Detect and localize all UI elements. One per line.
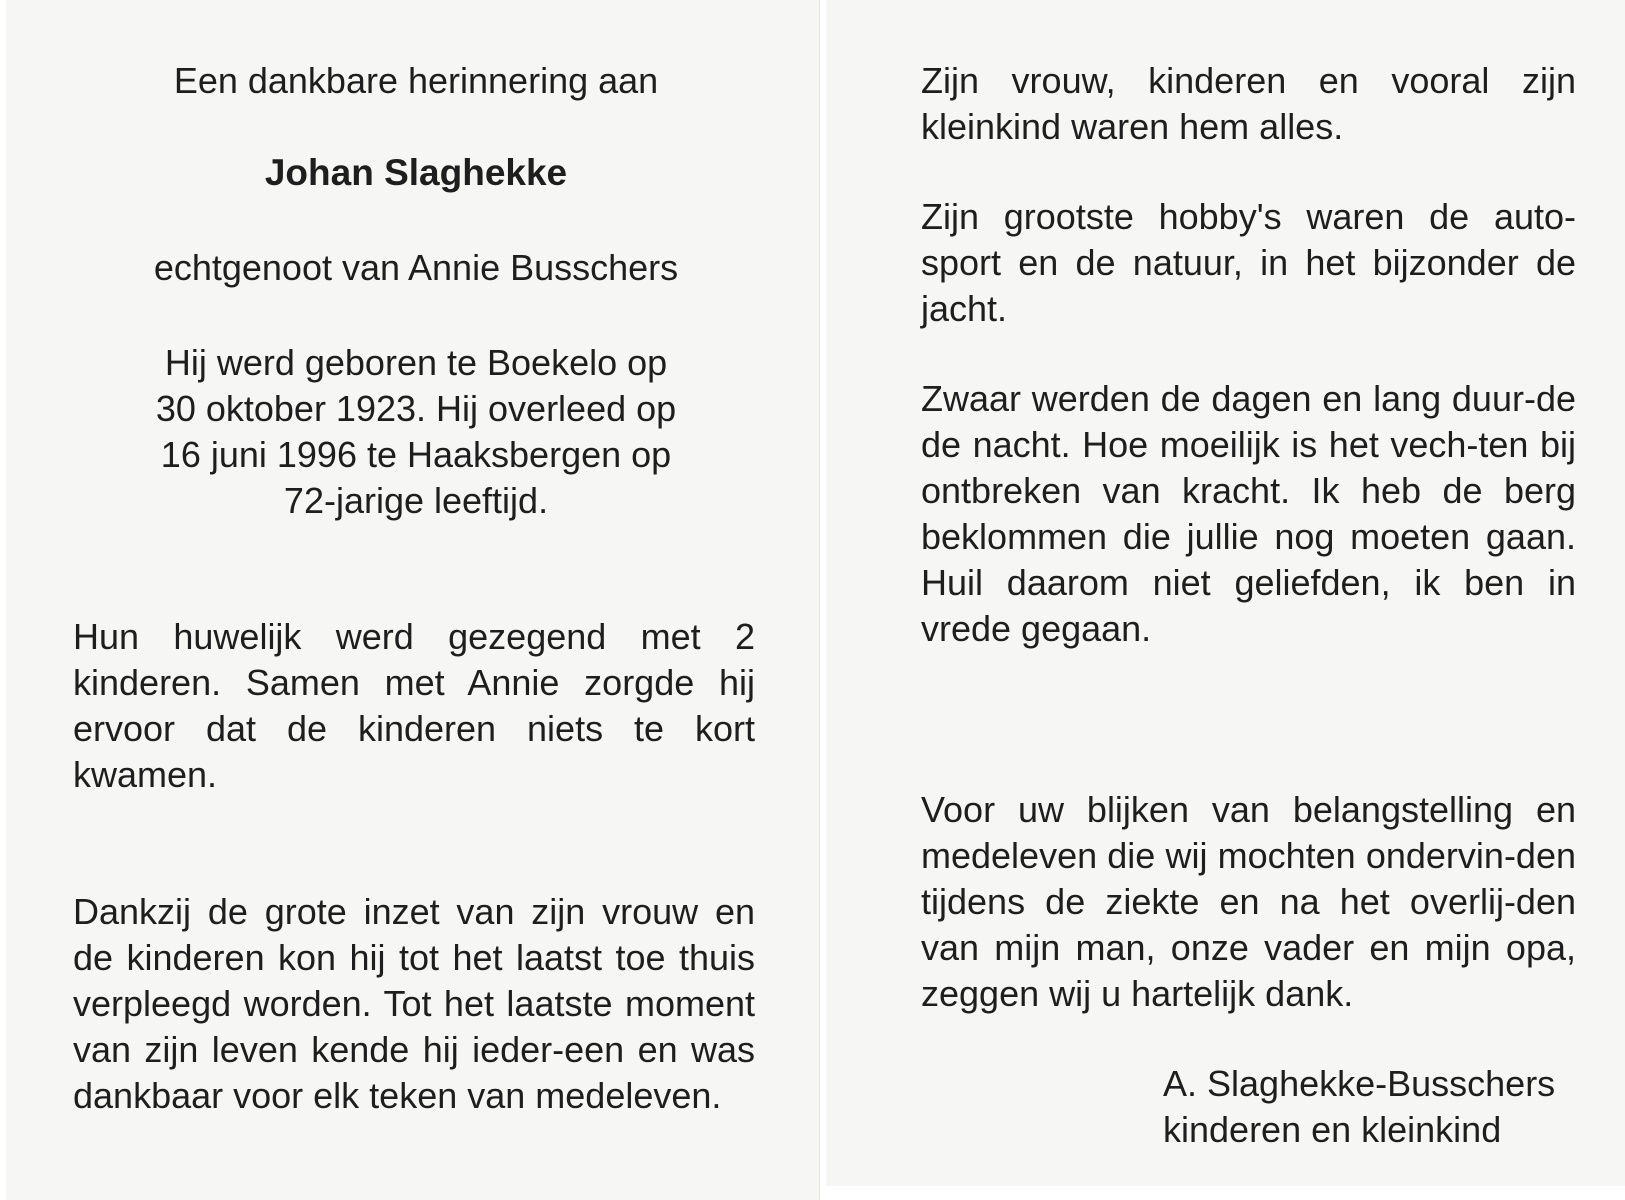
signature-line-2: kinderen en kleinkind xyxy=(1163,1109,1502,1150)
birth-line-1: Hij werd geboren te Boekelo op xyxy=(164,342,668,383)
birth-line-3: 16 juni 1996 te Haaksbergen op xyxy=(160,434,672,475)
memorial-card-left-page xyxy=(6,0,820,1200)
family-paragraph: Zijn vrouw, kinderen en vooral zijn kleinkind waren hem alles. xyxy=(921,60,1576,147)
birth-line-2: 30 oktober 1923. Hij overleed op xyxy=(155,388,677,429)
signature-line-1: A. Slaghekke-Busschers xyxy=(1163,1063,1556,1104)
spouse-line: echtgenoot van Annie Busschers xyxy=(153,247,679,288)
intro-line: Een dankbare herinnering aan xyxy=(173,60,659,101)
care-paragraph: Dankzij de grote inzet van zijn vrouw en de kinderen kon hij tot het laatst toe thuis verpleegd worden. Tot het laatste moment van zijn leven kende hij ieder-een en was dankbaar voor elk teken van medeleven. xyxy=(73,891,755,1116)
deceased-name: Johan Slaghekke xyxy=(264,152,568,193)
marriage-paragraph: Hun huwelijk werd gezegend met 2 kinderen. Samen met Annie zorgde hij ervoor dat de kinderen niets te kort kwamen. xyxy=(73,616,755,795)
birth-line-4: 72-jarige leeftijd. xyxy=(283,480,549,521)
poem-paragraph: Zwaar werden de dagen en lang duur-de de nacht. Hoe moeilijk is het vech-ten bij ontbreken van kracht. Ik heb de berg beklommen die jullie nog moeten gaan. Huil daarom niet geliefden, ik ben in vrede gegaan. xyxy=(921,378,1576,649)
memorial-card-right-page xyxy=(826,0,1625,1186)
thanks-paragraph: Voor uw blijken van belangstelling en medeleven die wij mochten ondervin-den tijdens de ziekte en na het overlij-den van mijn man, onze vader en mijn opa, zeggen wij u hartelijk dank. xyxy=(921,789,1576,1014)
hobby-paragraph: Zijn grootste hobby's waren de auto-sport en de natuur, in het bijzonder de jacht. xyxy=(921,196,1576,329)
